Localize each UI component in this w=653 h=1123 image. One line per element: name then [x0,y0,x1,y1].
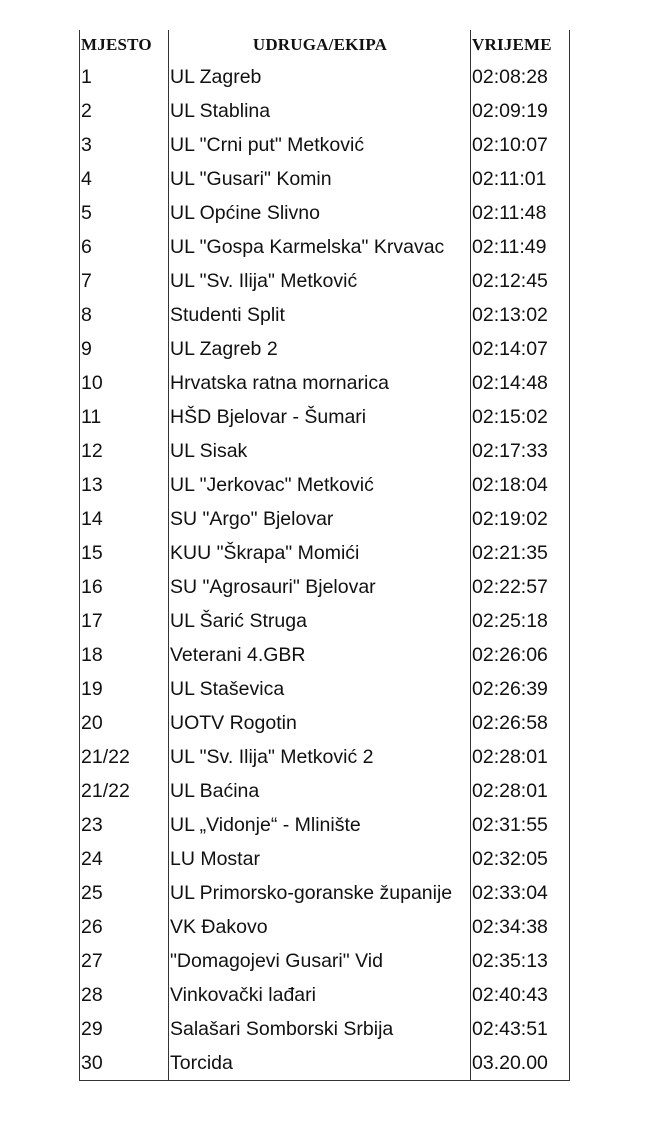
time-cell: 02:14:48 [471,366,570,400]
place-cell: 2 [80,94,169,128]
place-cell: 23 [80,808,169,842]
team-cell: VK Đakovo [169,910,471,944]
team-cell: UL Primorsko-goranske županije [169,876,471,910]
team-cell: KUU "Škrapa" Momići [169,536,471,570]
table-row [80,60,570,94]
team-cell: UL Zagreb 2 [169,332,471,366]
time-cell: 02:18:04 [471,468,570,502]
team-cell: Torcida [169,1046,471,1081]
table-row [80,332,570,366]
time-cell: 02:40:43 [471,978,570,1012]
table-row [80,196,570,230]
time-cell: 02:12:45 [471,264,570,298]
team-cell: SU "Argo" Bjelovar [169,502,471,536]
place-cell: 13 [80,468,169,502]
team-cell: UL Sisak [169,434,471,468]
time-cell: 02:19:02 [471,502,570,536]
table-row [80,230,570,264]
time-cell: 02:31:55 [471,808,570,842]
table-row [80,536,570,570]
place-cell: 4 [80,162,169,196]
header-place: MJESTO [80,30,169,60]
team-cell: UL Šarić Struga [169,604,471,638]
table-row [80,740,570,774]
team-cell: UL Staševica [169,672,471,706]
table-header [80,30,570,60]
table-row [80,672,570,706]
team-cell: UL "Gospa Karmelska" Krvavac [169,230,471,264]
header-time: VRIJEME [471,30,570,60]
place-cell: 16 [80,570,169,604]
team-cell: Hrvatska ratna mornarica [169,366,471,400]
place-cell: 14 [80,502,169,536]
table-row [80,366,570,400]
team-cell: Studenti Split [169,298,471,332]
time-cell: 02:17:33 [471,434,570,468]
table-row [80,944,570,978]
team-cell: UL "Gusari" Komin [169,162,471,196]
table-row [80,434,570,468]
table-row [80,264,570,298]
team-cell: UL "Jerkovac" Metković [169,468,471,502]
team-cell: UL "Sv. Ilija" Metković [169,264,471,298]
time-cell: 02:34:38 [471,910,570,944]
time-cell: 02:22:57 [471,570,570,604]
time-cell: 02:26:58 [471,706,570,740]
time-cell: 02:32:05 [471,842,570,876]
team-cell: LU Mostar [169,842,471,876]
place-cell: 21/22 [80,774,169,808]
time-cell: 02:15:02 [471,400,570,434]
place-cell: 27 [80,944,169,978]
team-cell: UL "Crni put" Metković [169,128,471,162]
table-row [80,468,570,502]
place-cell: 11 [80,400,169,434]
team-cell: HŠD Bjelovar - Šumari [169,400,471,434]
place-cell: 26 [80,910,169,944]
table-row [80,876,570,910]
place-cell: 20 [80,706,169,740]
time-cell: 02:11:01 [471,162,570,196]
time-cell: 02:08:28 [471,60,570,94]
team-cell: UL „Vidonje“ - Mlinište [169,808,471,842]
place-cell: 21/22 [80,740,169,774]
table-row [80,502,570,536]
place-cell: 15 [80,536,169,570]
place-cell: 7 [80,264,169,298]
team-cell: UL Zagreb [169,60,471,94]
time-cell: 02:28:01 [471,740,570,774]
place-cell: 30 [80,1046,169,1081]
time-cell: 02:13:02 [471,298,570,332]
team-cell: UL Općine Slivno [169,196,471,230]
table-row [80,162,570,196]
place-cell: 25 [80,876,169,910]
time-cell: 02:35:13 [471,944,570,978]
table-row [80,808,570,842]
team-cell: UL Baćina [169,774,471,808]
place-cell: 18 [80,638,169,672]
team-cell: UL "Sv. Ilija" Metković 2 [169,740,471,774]
time-cell: 02:14:07 [471,332,570,366]
time-cell: 02:10:07 [471,128,570,162]
header-row [80,30,570,60]
place-cell: 29 [80,1012,169,1046]
time-cell: 02:09:19 [471,94,570,128]
table-row [80,774,570,808]
team-cell: UL Stablina [169,94,471,128]
time-cell: 02:43:51 [471,1012,570,1046]
team-cell: Veterani 4.GBR [169,638,471,672]
table-body [80,60,570,1081]
time-cell: 02:21:35 [471,536,570,570]
place-cell: 10 [80,366,169,400]
place-cell: 5 [80,196,169,230]
table-row [80,128,570,162]
place-cell: 8 [80,298,169,332]
place-cell: 19 [80,672,169,706]
table-row [80,910,570,944]
table-row [80,638,570,672]
table-row [80,400,570,434]
table-row [80,94,570,128]
place-cell: 24 [80,842,169,876]
time-cell: 02:11:48 [471,196,570,230]
team-cell: Vinkovački lađari [169,978,471,1012]
time-cell: 02:11:49 [471,230,570,264]
table-row [80,842,570,876]
time-cell: 02:25:18 [471,604,570,638]
table-row [80,298,570,332]
table-row [80,604,570,638]
place-cell: 6 [80,230,169,264]
team-cell: "Domagojevi Gusari" Vid [169,944,471,978]
time-cell: 02:26:06 [471,638,570,672]
time-cell: 03.20.00 [471,1046,570,1081]
team-cell: UOTV Rogotin [169,706,471,740]
team-cell: Salašari Somborski Srbija [169,1012,471,1046]
table-row [80,978,570,1012]
time-cell: 02:28:01 [471,774,570,808]
place-cell: 28 [80,978,169,1012]
place-cell: 9 [80,332,169,366]
place-cell: 17 [80,604,169,638]
place-cell: 3 [80,128,169,162]
time-cell: 02:26:39 [471,672,570,706]
results-table [79,30,570,1081]
time-cell: 02:33:04 [471,876,570,910]
team-cell: SU "Agrosauri" Bjelovar [169,570,471,604]
place-cell: 1 [80,60,169,94]
table-row [80,1046,570,1081]
header-team: UDRUGA/EKIPA [169,30,471,60]
table-row [80,570,570,604]
table-row [80,1012,570,1046]
place-cell: 12 [80,434,169,468]
table-row [80,706,570,740]
